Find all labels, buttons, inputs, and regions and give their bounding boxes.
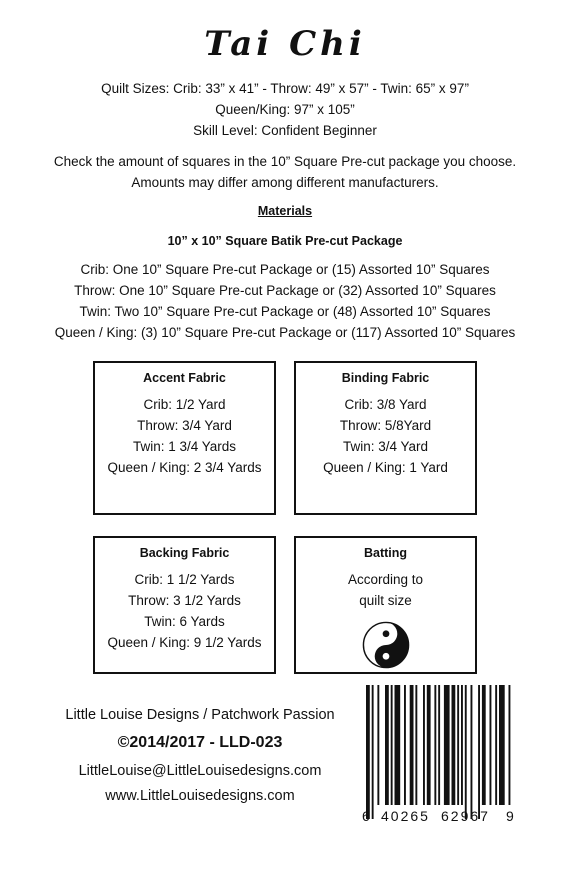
materials-heading: Materials xyxy=(257,204,313,218)
binding-row-twin: Twin: 3/4 Yard xyxy=(342,439,429,454)
barcode-group-1: 40265 xyxy=(381,808,430,824)
batting-heading: Batting xyxy=(363,546,408,560)
website-link[interactable]: www.LittleLouisedesigns.com xyxy=(105,788,295,804)
materials-line-throw: Throw: One 10” Square Pre-cut Package or (32) Assorted 10” Squares xyxy=(74,283,496,298)
accent-row-throw: Throw: 3/4 Yard xyxy=(137,418,232,433)
binding-row-queen-king: Queen / King: 1 Yard xyxy=(323,460,448,475)
materials-line-crib: Crib: One 10” Square Pre-cut Package or (15) Assorted 10” Squares xyxy=(80,262,490,277)
backing-fabric-box xyxy=(93,536,276,674)
binding-row-throw: Throw: 5/8Yard xyxy=(339,418,432,433)
binding-fabric-box xyxy=(294,361,477,515)
accent-row-crib: Crib: 1/2 Yard xyxy=(143,397,226,412)
company-name: Little Louise Designs / Patchwork Passion xyxy=(65,707,335,723)
barcode-digit-first: 6 xyxy=(362,808,370,824)
barcode-group-2: 62967 xyxy=(441,808,490,824)
backing-fabric-heading: Backing Fabric xyxy=(139,546,230,560)
quilt-sizes-queen-king: Queen/King: 97” x 105” xyxy=(215,102,355,117)
backing-row-twin: Twin: 6 Yards xyxy=(144,614,225,629)
batting-row-1: According to xyxy=(347,572,424,587)
backing-row-queen-king: Queen / King: 9 1/2 Yards xyxy=(107,635,262,650)
materials-line-twin: Twin: Two 10” Square Pre-cut Package or (48) Assorted 10” Squares xyxy=(79,304,491,319)
accent-row-queen-king: Queen / King: 2 3/4 Yards xyxy=(107,460,262,475)
quilt-sizes-line: Quilt Sizes: Crib: 33” x 41” - Throw: 49” x 57” - Twin: 65” x 97” xyxy=(101,81,469,96)
email-link[interactable]: LittleLouise@LittleLouisedesigns.com xyxy=(78,763,322,779)
binding-row-crib: Crib: 3/8 Yard xyxy=(344,397,427,412)
backing-row-throw: Throw: 3 1/2 Yards xyxy=(128,593,241,608)
skill-level: Skill Level: Confident Beginner xyxy=(193,123,377,138)
backing-row-crib: Crib: 1 1/2 Yards xyxy=(134,572,235,587)
accent-fabric-box xyxy=(93,361,276,515)
note-line-1: Check the amount of squares in the 10” Square Pre-cut package you choose. xyxy=(53,154,517,169)
batting-box xyxy=(294,536,477,674)
binding-fabric-heading: Binding Fabric xyxy=(341,371,430,385)
materials-line-queen-king: Queen / King: (3) 10” Square Pre-cut Package or (117) Assorted 10” Squares xyxy=(54,325,516,340)
copyright: ©2014/2017 - LLD-023 xyxy=(117,734,283,751)
page-title: Tai Chi xyxy=(204,24,366,64)
accent-row-twin: Twin: 1 3/4 Yards xyxy=(132,439,237,454)
note-line-2: Amounts may differ among different manufacturers. xyxy=(131,175,439,190)
barcode xyxy=(360,685,515,825)
batting-row-2: quilt size xyxy=(359,593,412,608)
package-heading: 10” x 10” Square Batik Pre-cut Package xyxy=(167,234,403,248)
barcode-digit-last: 9 xyxy=(506,808,514,824)
yin-yang-icon xyxy=(296,621,475,672)
accent-fabric-heading: Accent Fabric xyxy=(143,371,226,385)
